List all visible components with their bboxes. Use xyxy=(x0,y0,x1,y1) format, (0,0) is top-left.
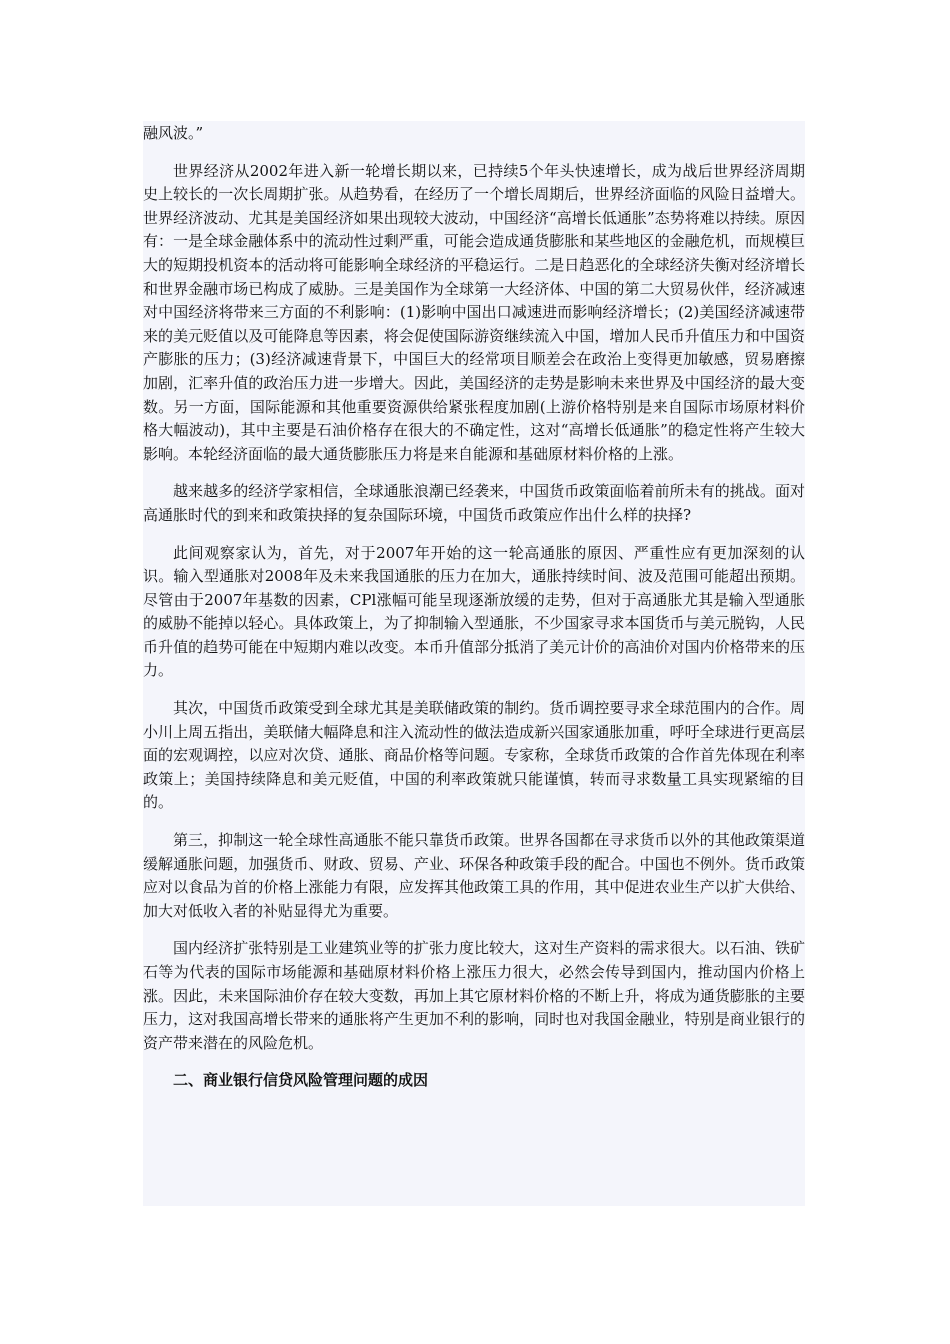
paragraph-continuation: 融风波。” xyxy=(143,124,204,142)
paragraph-second-point: 其次，中国货币政策受到全球尤其是美联储政策的制约。货币调控要寻求全球范围内的合作。周小川上周五指出，美联储大幅降息和注入流动性的做法造成新兴国家通胀加重，呼吁全球进行更高层面的宏观调控，以应对次贷、通胀、商品价格等问题。专家称，全球货币政策的合作首先体现在利率政策上；美国持续降息和美元贬值，中国的利率政策就只能谨慎，转而寻求数量工具实现紧缩的目的。 xyxy=(143,699,805,812)
paragraph-first-point: 此间观察家认为，首先，对于2007年开始的这一轮高通胀的原因、严重性应有更加深刻的认识。输入型通胀对2008年及未来我国通胀的压力在加大，通胀持续时间、波及范围可能超出预期。尽管由于2007年基数的因素，CPl涨幅可能呈现逐渐放缓的走势，但对于高通胀尤其是输入型通胀的威胁不能掉以轻心。具体政策上，为了抑制输入型通胀，不少国家寻求本国货币与美元脱钩，人民币升值的趋势可能在中短期内难以改变。本币升值部分抵消了美元计价的高油价对国内价格带来的压力。 xyxy=(143,543,805,680)
paragraph-inflation-wave: 越来越多的经济学家相信，全球通胀浪潮已经袭来，中国货币政策面临着前所未有的挑战。面对高通胀时代的到来和政策抉择的复杂国际环境，中国货币政策应作出什么样的抉择? xyxy=(143,482,805,524)
document-body xyxy=(143,122,805,1107)
paragraph-third-point: 第三，抑制这一轮全球性高通胀不能只靠货币政策。世界各国都在寻求货币以外的其他政策渠道缓解通胀问题，加强货币、财政、贸易、产业、环保各种政策手段的配合。中国也不例外。货币政策应对以食品为首的价格上涨能力有限，应发挥其他政策工具的作用，其中促进农业生产以扩大供给、加大对低收入者的补贴显得尤为重要。 xyxy=(143,831,805,920)
paragraph-domestic-expansion: 国内经济扩张特别是工业建筑业等的扩张力度比较大，这对生产资料的需求很大。以石油、铁矿石等为代表的国际市场能源和基础原材料价格上涨压力很大，必然会传导到国内，推动国内价格上涨。因此，未来国际油价存在较大变数，再加上其它原材料价格的不断上升，将成为通货膨胀的主要压力，这对我国高增长带来的通胀将产生更加不利的影响，同时也对我国金融业，特别是商业银行的资产带来潜在的风险危机。 xyxy=(143,939,805,1052)
paragraph-world-economy: 世界经济从2002年进入新一轮增长期以来，已持续5个年头快速增长，成为战后世界经济周期史上较长的一次长周期扩张。从趋势看，在经历了一个增长周期后，世界经济面临的风险日益增大。世界经济波动、尤其是美国经济如果出现较大波动，中国经济“高增长低通胀”态势将难以持续。原因有：一是全球金融体系中的流动性过剩严重，可能会造成通货膨胀和某些地区的金融危机，而规模巨大的短期投机资本的活动将可能影响全球经济的平稳运行。二是日趋恶化的全球经济失衡对经济增长和世界金融市场已构成了威胁。三是美国作为全球第一大经济体、中国的第二大贸易伙伴，经济减速对中国经济将带来三方面的不利影响：(1)影响中国出口减速进而影响经济增长；(2)美国经济减速带来的美元贬值以及可能降息等因素，将会促使国际游资继续流入中国，增加人民币升值压力和中国资产膨胀的压力；(3)经济减速背景下，中国巨大的经常项目顺差会在政治上变得更加敏感，贸易磨擦加剧，汇率升值的政治压力进一步增大。因此，美国经济的走势是影响未来世界及中国经济的最大变数。另一方面，国际能源和其他重要资源供给紧张程度加剧(上游价格特别是来自国际市场原材料价格大幅波动)，其中主要是石油价格存在很大的不确定性，这对“高增长低通胀”的稳定性将产生较大影响。本轮经济面临的最大通货膨胀压力将是来自能源和基础原材料价格的上涨。 xyxy=(143,161,805,463)
section-heading: 二、商业银行信贷风险管理问题的成因 xyxy=(173,1071,429,1090)
